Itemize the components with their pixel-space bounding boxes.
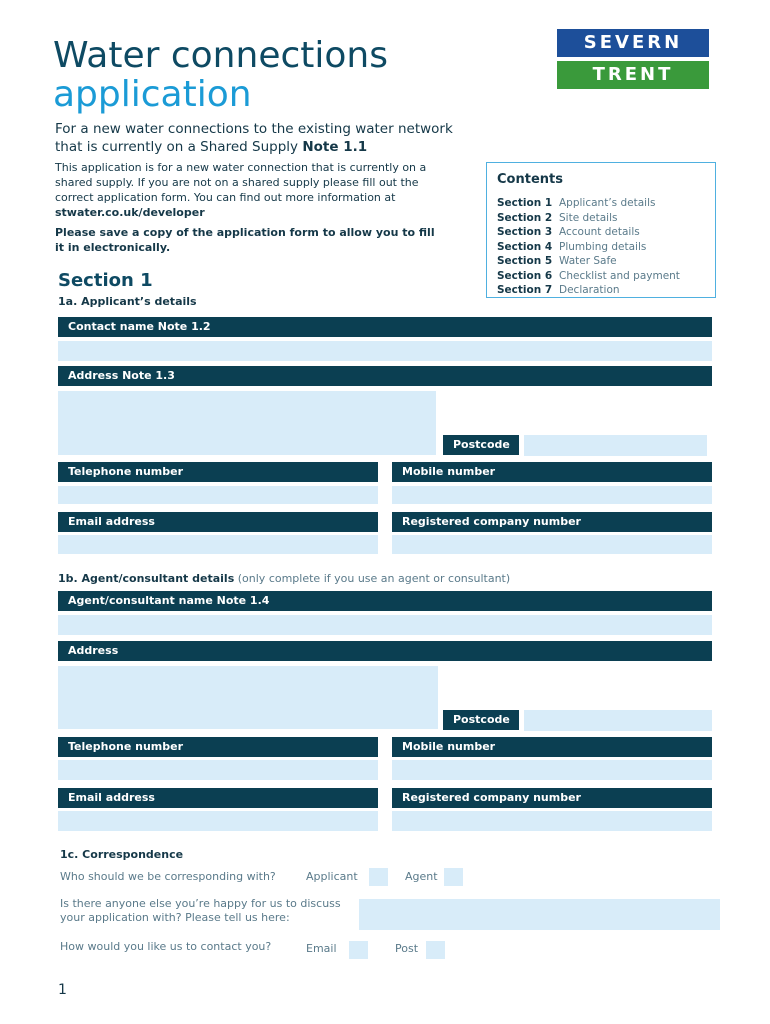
lead-paragraph (55, 120, 475, 156)
contents-section: Section 6 (497, 269, 553, 282)
applicant-option-label: Applicant (306, 870, 358, 883)
contents-item[interactable] (497, 269, 680, 283)
email-label: Email address (58, 512, 378, 532)
contents-section: Section 3 (497, 226, 553, 238)
postcode-label: Postcode (443, 435, 519, 455)
contents-item[interactable] (497, 283, 620, 297)
contents-item[interactable] (497, 225, 640, 239)
contents-item[interactable] (497, 240, 646, 254)
contents-section: Section 4 (497, 240, 553, 253)
corresponding-question: Who should we be corresponding with? (60, 870, 276, 883)
section-title: Section 1 (58, 270, 153, 291)
subsection-1b-note: (only complete if you use an agent or consultant) (234, 572, 511, 585)
contents-item[interactable] (497, 196, 655, 210)
contact-name-label: Contact name Note 1.2 (58, 317, 712, 337)
agent-company-number-label: Registered company number (392, 788, 712, 808)
contents-label: Water Safe (559, 255, 617, 267)
agent-mobile-label: Mobile number (392, 737, 712, 757)
telephone-label: Telephone number (58, 462, 378, 482)
post-checkbox[interactable] (426, 941, 445, 959)
contact-method-question: How would you like us to contact you? (60, 940, 272, 953)
save-note: Please save a copy of the application form to allow you to fill it in electronically. (55, 226, 435, 254)
company-number-field[interactable] (392, 535, 712, 554)
telephone-field[interactable] (58, 486, 378, 504)
mobile-field[interactable] (392, 486, 712, 504)
agent-name-field[interactable] (58, 615, 712, 635)
agent-company-number-field[interactable] (392, 811, 712, 831)
discuss-question: Is there anyone else you’re happy for us to discuss your application with? Please tell us here: (60, 897, 341, 924)
address-label: Address Note 1.3 (58, 366, 712, 386)
agent-address-field[interactable] (58, 666, 438, 729)
address-field[interactable] (58, 391, 436, 455)
agent-name-label: Agent/consultant name Note 1.4 (58, 591, 712, 611)
agent-email-label: Email address (58, 788, 378, 808)
contents-box (486, 162, 716, 298)
intro-link[interactable]: stwater.co.uk/developer (55, 206, 205, 219)
post-option-label: Post (395, 942, 419, 955)
agent-telephone-label: Telephone number (58, 737, 378, 757)
email-checkbox[interactable] (349, 941, 368, 959)
subsection-1c: 1c. Correspondence (60, 848, 184, 861)
agent-email-field[interactable] (58, 811, 378, 831)
page-number: 1 (58, 982, 67, 998)
contents-item[interactable] (497, 254, 617, 268)
contents-section: Section 1 (497, 197, 553, 209)
postcode-field[interactable] (524, 435, 707, 456)
logo-trent: TRENT (557, 61, 709, 89)
contents-label: Declaration (559, 284, 620, 296)
mobile-label: Mobile number (392, 462, 712, 482)
contents-item[interactable] (497, 211, 617, 225)
subsection-1b-title: 1b. Agent/consultant details (58, 572, 235, 585)
contents-section: Section 7 (497, 284, 553, 296)
page-title-line1: Water connections (53, 35, 388, 76)
intro-body: This application is for a new water connection that is currently on a shared supply. If you are not on a shared supply please fill out the correct application form. You can find out more information at (55, 161, 427, 204)
contents-section: Section 2 (497, 211, 553, 224)
applicant-checkbox[interactable] (369, 868, 388, 886)
agent-postcode-field[interactable] (524, 710, 712, 731)
contact-name-field[interactable] (58, 341, 712, 361)
agent-option-label: Agent (405, 870, 438, 883)
contents-title: Contents (497, 172, 563, 187)
page-title-line2: application (53, 74, 252, 115)
lead-note: Note 1.1 (302, 139, 368, 155)
contents-section: Section 5 (497, 255, 553, 267)
email-field[interactable] (58, 535, 378, 554)
intro-paragraph (55, 160, 445, 220)
agent-mobile-field[interactable] (392, 760, 712, 780)
contents-label: Site details (559, 211, 618, 224)
agent-telephone-field[interactable] (58, 760, 378, 780)
lead-text: For a new water connections to the existing water network that is currently on a Shared Supply (55, 121, 453, 155)
contents-label: Applicant’s details (559, 197, 656, 209)
subsection-1b (58, 572, 510, 585)
company-number-label: Registered company number (392, 512, 712, 532)
logo-severn: SEVERN (557, 29, 709, 57)
contents-label: Checklist and payment (559, 269, 680, 282)
agent-address-label: Address (58, 641, 712, 661)
discuss-field[interactable] (359, 899, 720, 930)
subsection-1a: 1a. Applicant’s details (58, 295, 197, 308)
agent-checkbox[interactable] (444, 868, 463, 886)
agent-postcode-label: Postcode (443, 710, 519, 730)
email-option-label: Email (306, 942, 337, 955)
contents-label: Account details (559, 226, 640, 238)
contents-label: Plumbing details (559, 240, 647, 253)
